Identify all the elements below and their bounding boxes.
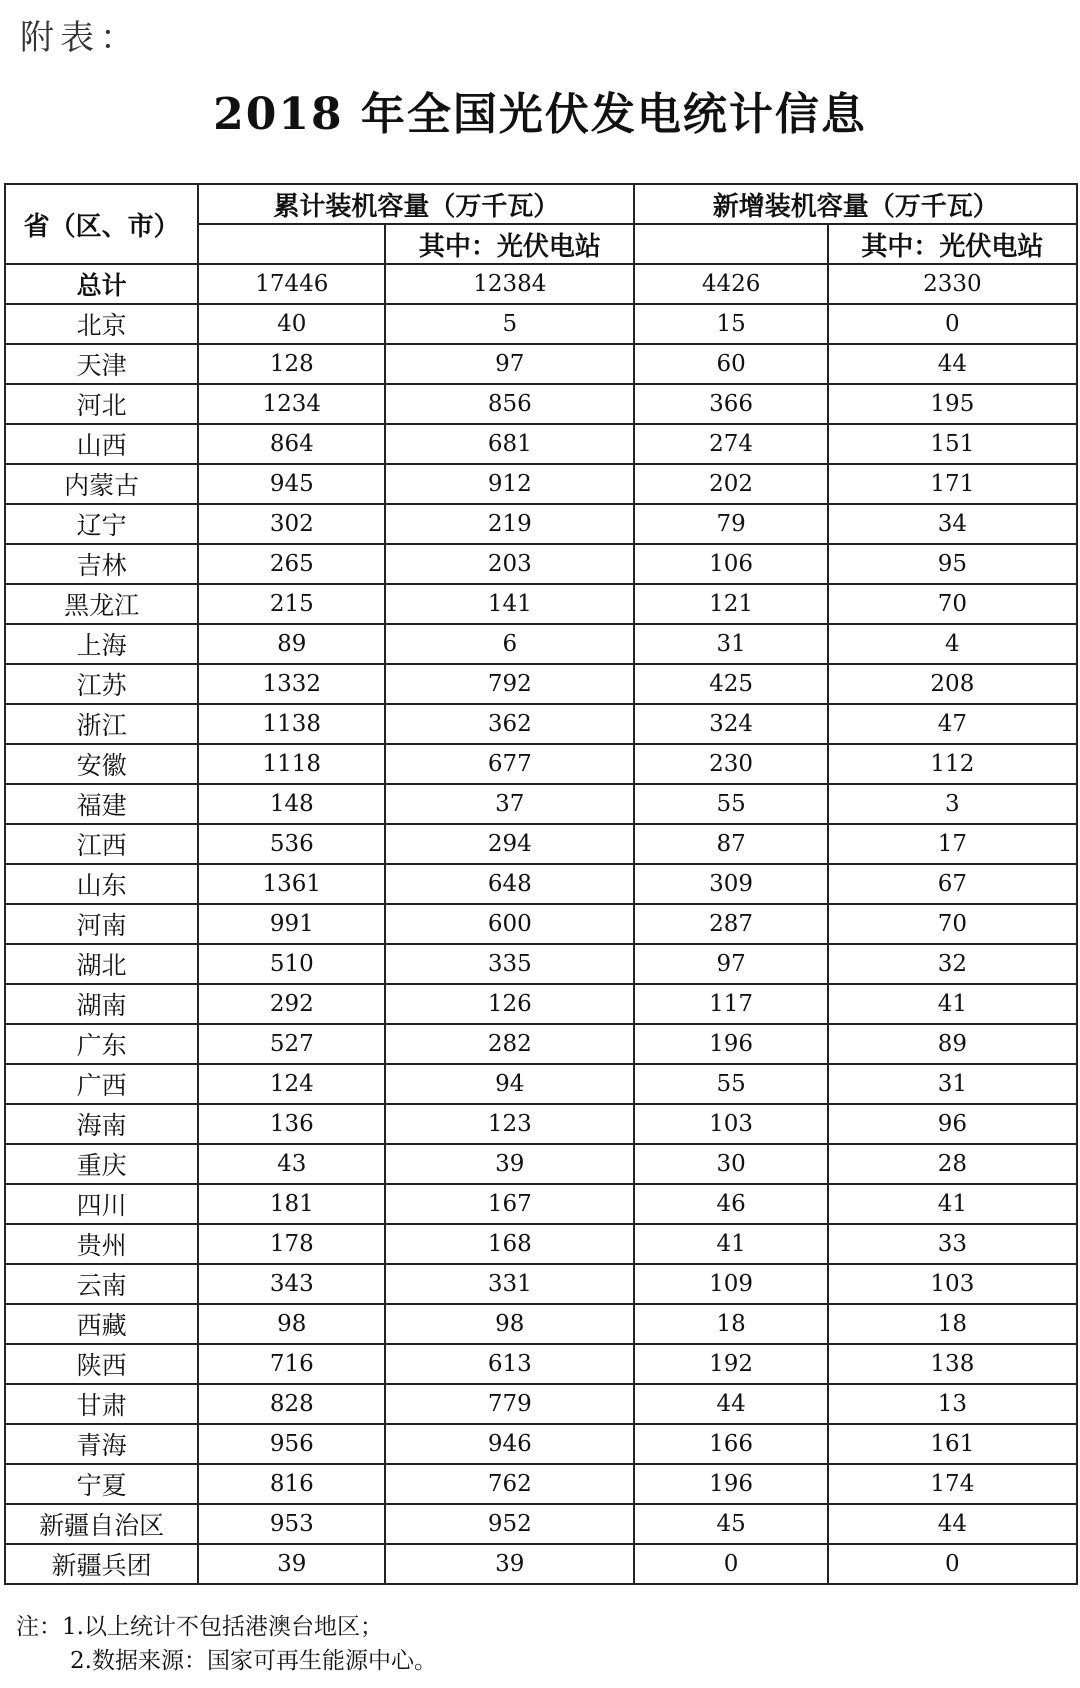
cumulative-pv-station-cell: 126 <box>385 984 634 1024</box>
new-capacity-cell: 30 <box>634 1144 827 1184</box>
table-row <box>5 1224 1077 1264</box>
cumulative-pv-station-cell: 39 <box>385 1144 634 1184</box>
header-region: 省（区、市） <box>5 184 198 264</box>
region-name-cell: 湖南 <box>5 984 198 1024</box>
new-pv-station-cell: 0 <box>828 304 1077 344</box>
new-pv-station-cell: 41 <box>828 984 1077 1024</box>
new-capacity-cell: 18 <box>634 1304 827 1344</box>
pv-statistics-table <box>4 183 1078 1585</box>
region-name-cell: 四川 <box>5 1184 198 1224</box>
new-capacity-cell: 196 <box>634 1464 827 1504</box>
table-row <box>5 544 1077 584</box>
new-capacity-cell: 31 <box>634 624 827 664</box>
region-name-cell: 重庆 <box>5 1144 198 1184</box>
table-row <box>5 1384 1077 1424</box>
cumulative-capacity-cell: 1361 <box>198 864 385 904</box>
new-pv-station-cell: 3 <box>828 784 1077 824</box>
cumulative-capacity-cell: 956 <box>198 1424 385 1464</box>
header-cumulative-pv-station: 其中：光伏电站 <box>385 224 634 264</box>
new-pv-station-cell: 2330 <box>828 264 1077 304</box>
cumulative-pv-station-cell: 168 <box>385 1224 634 1264</box>
new-pv-station-cell: 28 <box>828 1144 1077 1184</box>
table-row <box>5 424 1077 464</box>
new-pv-station-cell: 161 <box>828 1424 1077 1464</box>
new-pv-station-cell: 174 <box>828 1464 1077 1504</box>
cumulative-pv-station-cell: 97 <box>385 344 634 384</box>
cumulative-capacity-cell: 510 <box>198 944 385 984</box>
appendix-label: 附表： <box>20 18 140 58</box>
new-capacity-cell: 97 <box>634 944 827 984</box>
table-row <box>5 1104 1077 1144</box>
region-name-cell: 甘肃 <box>5 1384 198 1424</box>
new-pv-station-cell: 17 <box>828 824 1077 864</box>
cumulative-pv-station-cell: 912 <box>385 464 634 504</box>
new-pv-station-cell: 4 <box>828 624 1077 664</box>
cumulative-capacity-cell: 124 <box>198 1064 385 1104</box>
cumulative-pv-station-cell: 677 <box>385 744 634 784</box>
cumulative-capacity-cell: 265 <box>198 544 385 584</box>
cumulative-pv-station-cell: 5 <box>385 304 634 344</box>
new-capacity-cell: 324 <box>634 704 827 744</box>
table-row <box>5 384 1077 424</box>
cumulative-capacity-cell: 1118 <box>198 744 385 784</box>
cumulative-pv-station-cell: 335 <box>385 944 634 984</box>
region-name-cell: 西藏 <box>5 1304 198 1344</box>
cumulative-pv-station-cell: 331 <box>385 1264 634 1304</box>
table-row <box>5 944 1077 984</box>
new-pv-station-cell: 70 <box>828 904 1077 944</box>
new-pv-station-cell: 44 <box>828 344 1077 384</box>
new-capacity-cell: 274 <box>634 424 827 464</box>
cumulative-capacity-cell: 1332 <box>198 664 385 704</box>
new-pv-station-cell: 89 <box>828 1024 1077 1064</box>
region-name-cell: 陕西 <box>5 1344 198 1384</box>
new-pv-station-cell: 103 <box>828 1264 1077 1304</box>
new-pv-station-cell: 13 <box>828 1384 1077 1424</box>
new-capacity-cell: 287 <box>634 904 827 944</box>
cumulative-capacity-cell: 828 <box>198 1384 385 1424</box>
table-row <box>5 864 1077 904</box>
cumulative-capacity-cell: 716 <box>198 1344 385 1384</box>
table-row <box>5 1464 1077 1504</box>
cumulative-pv-station-cell: 362 <box>385 704 634 744</box>
cumulative-capacity-cell: 343 <box>198 1264 385 1304</box>
table-row <box>5 584 1077 624</box>
new-capacity-cell: 196 <box>634 1024 827 1064</box>
table-row <box>5 784 1077 824</box>
new-pv-station-cell: 32 <box>828 944 1077 984</box>
cumulative-pv-station-cell: 946 <box>385 1424 634 1464</box>
region-name-cell: 宁夏 <box>5 1464 198 1504</box>
cumulative-pv-station-cell: 952 <box>385 1504 634 1544</box>
table-row <box>5 1424 1077 1464</box>
cumulative-pv-station-cell: 123 <box>385 1104 634 1144</box>
cumulative-pv-station-cell: 141 <box>385 584 634 624</box>
new-capacity-cell: 121 <box>634 584 827 624</box>
region-name-cell: 河南 <box>5 904 198 944</box>
new-capacity-cell: 46 <box>634 1184 827 1224</box>
table-row <box>5 704 1077 744</box>
region-name-cell: 总计 <box>5 264 198 304</box>
cumulative-pv-station-cell: 762 <box>385 1464 634 1504</box>
cumulative-capacity-cell: 864 <box>198 424 385 464</box>
table-row <box>5 1024 1077 1064</box>
table-row <box>5 824 1077 864</box>
cumulative-capacity-cell: 39 <box>198 1544 385 1584</box>
new-pv-station-cell: 96 <box>828 1104 1077 1144</box>
region-name-cell: 山西 <box>5 424 198 464</box>
cumulative-pv-station-cell: 600 <box>385 904 634 944</box>
table-row <box>5 344 1077 384</box>
new-pv-station-cell: 41 <box>828 1184 1077 1224</box>
region-name-cell: 辽宁 <box>5 504 198 544</box>
cumulative-pv-station-cell: 94 <box>385 1064 634 1104</box>
new-pv-station-cell: 95 <box>828 544 1077 584</box>
new-pv-station-cell: 151 <box>828 424 1077 464</box>
header-cumulative-capacity: 累计装机容量（万千瓦） <box>198 184 634 224</box>
new-pv-station-cell: 67 <box>828 864 1077 904</box>
cumulative-capacity-cell: 816 <box>198 1464 385 1504</box>
region-name-cell: 新疆自治区 <box>5 1504 198 1544</box>
table-row <box>5 504 1077 544</box>
cumulative-pv-station-cell: 856 <box>385 384 634 424</box>
new-pv-station-cell: 33 <box>828 1224 1077 1264</box>
region-name-cell: 北京 <box>5 304 198 344</box>
new-pv-station-cell: 47 <box>828 704 1077 744</box>
cumulative-capacity-cell: 536 <box>198 824 385 864</box>
table-row <box>5 1344 1077 1384</box>
cumulative-capacity-cell: 128 <box>198 344 385 384</box>
cumulative-pv-station-cell: 203 <box>385 544 634 584</box>
cumulative-pv-station-cell: 648 <box>385 864 634 904</box>
table-row <box>5 744 1077 784</box>
footnote-2: 2.数据来源：国家可再生能源中心。 <box>70 1648 437 1674</box>
table-row <box>5 1504 1077 1544</box>
cumulative-capacity-cell: 1138 <box>198 704 385 744</box>
cumulative-pv-station-cell: 282 <box>385 1024 634 1064</box>
region-name-cell: 内蒙古 <box>5 464 198 504</box>
new-capacity-cell: 192 <box>634 1344 827 1384</box>
header-new-pv-station: 其中：光伏电站 <box>828 224 1077 264</box>
region-name-cell: 青海 <box>5 1424 198 1464</box>
table-row <box>5 1544 1077 1584</box>
table-row <box>5 904 1077 944</box>
cumulative-capacity-cell: 17446 <box>198 264 385 304</box>
region-name-cell: 河北 <box>5 384 198 424</box>
new-capacity-cell: 87 <box>634 824 827 864</box>
cumulative-pv-station-cell: 6 <box>385 624 634 664</box>
cumulative-capacity-cell: 1234 <box>198 384 385 424</box>
cumulative-capacity-cell: 945 <box>198 464 385 504</box>
region-name-cell: 黑龙江 <box>5 584 198 624</box>
new-capacity-cell: 230 <box>634 744 827 784</box>
table-row <box>5 1304 1077 1344</box>
new-capacity-cell: 166 <box>634 1424 827 1464</box>
cumulative-pv-station-cell: 219 <box>385 504 634 544</box>
region-name-cell: 江苏 <box>5 664 198 704</box>
cumulative-capacity-cell: 181 <box>198 1184 385 1224</box>
cumulative-pv-station-cell: 37 <box>385 784 634 824</box>
header-new-total-blank <box>634 224 827 264</box>
new-capacity-cell: 4426 <box>634 264 827 304</box>
new-pv-station-cell: 0 <box>828 1544 1077 1584</box>
new-capacity-cell: 44 <box>634 1384 827 1424</box>
region-name-cell: 安徽 <box>5 744 198 784</box>
new-pv-station-cell: 34 <box>828 504 1077 544</box>
table-row <box>5 304 1077 344</box>
cumulative-capacity-cell: 43 <box>198 1144 385 1184</box>
region-name-cell: 贵州 <box>5 1224 198 1264</box>
region-name-cell: 新疆兵团 <box>5 1544 198 1584</box>
page-title: 2018 年全国光伏发电统计信息 <box>213 89 867 140</box>
table-row <box>5 984 1077 1024</box>
new-pv-station-cell: 208 <box>828 664 1077 704</box>
table-row <box>5 1264 1077 1304</box>
cumulative-pv-station-cell: 779 <box>385 1384 634 1424</box>
cumulative-capacity-cell: 302 <box>198 504 385 544</box>
new-capacity-cell: 60 <box>634 344 827 384</box>
region-name-cell: 山东 <box>5 864 198 904</box>
region-name-cell: 云南 <box>5 1264 198 1304</box>
cumulative-pv-station-cell: 792 <box>385 664 634 704</box>
cumulative-pv-station-cell: 98 <box>385 1304 634 1344</box>
new-capacity-cell: 15 <box>634 304 827 344</box>
new-pv-station-cell: 138 <box>828 1344 1077 1384</box>
header-new-capacity: 新增装机容量（万千瓦） <box>634 184 1077 224</box>
table-row <box>5 1064 1077 1104</box>
cumulative-capacity-cell: 98 <box>198 1304 385 1344</box>
region-name-cell: 湖北 <box>5 944 198 984</box>
new-capacity-cell: 309 <box>634 864 827 904</box>
new-capacity-cell: 117 <box>634 984 827 1024</box>
cumulative-capacity-cell: 40 <box>198 304 385 344</box>
new-capacity-cell: 103 <box>634 1104 827 1144</box>
table-row <box>5 264 1077 304</box>
table-row <box>5 664 1077 704</box>
new-capacity-cell: 79 <box>634 504 827 544</box>
cumulative-capacity-cell: 991 <box>198 904 385 944</box>
table-row <box>5 464 1077 504</box>
cumulative-capacity-cell: 178 <box>198 1224 385 1264</box>
cumulative-pv-station-cell: 39 <box>385 1544 634 1584</box>
new-capacity-cell: 366 <box>634 384 827 424</box>
region-name-cell: 天津 <box>5 344 198 384</box>
new-pv-station-cell: 44 <box>828 1504 1077 1544</box>
new-pv-station-cell: 112 <box>828 744 1077 784</box>
new-capacity-cell: 425 <box>634 664 827 704</box>
new-pv-station-cell: 70 <box>828 584 1077 624</box>
cumulative-pv-station-cell: 167 <box>385 1184 634 1224</box>
table-body <box>5 264 1077 1584</box>
new-capacity-cell: 41 <box>634 1224 827 1264</box>
region-name-cell: 上海 <box>5 624 198 664</box>
header-cumulative-total-blank <box>198 224 385 264</box>
region-name-cell: 海南 <box>5 1104 198 1144</box>
table-row <box>5 1144 1077 1184</box>
region-name-cell: 吉林 <box>5 544 198 584</box>
footnote-1: 注：1.以上统计不包括港澳台地区； <box>16 1614 383 1640</box>
region-name-cell: 浙江 <box>5 704 198 744</box>
new-capacity-cell: 109 <box>634 1264 827 1304</box>
new-pv-station-cell: 171 <box>828 464 1077 504</box>
new-capacity-cell: 202 <box>634 464 827 504</box>
region-name-cell: 江西 <box>5 824 198 864</box>
table-header-row <box>5 184 1077 224</box>
new-pv-station-cell: 31 <box>828 1064 1077 1104</box>
region-name-cell: 广西 <box>5 1064 198 1104</box>
region-name-cell: 广东 <box>5 1024 198 1064</box>
cumulative-capacity-cell: 292 <box>198 984 385 1024</box>
footnotes <box>16 1610 437 1678</box>
cumulative-capacity-cell: 527 <box>198 1024 385 1064</box>
cumulative-pv-station-cell: 681 <box>385 424 634 464</box>
cumulative-capacity-cell: 953 <box>198 1504 385 1544</box>
cumulative-capacity-cell: 148 <box>198 784 385 824</box>
cumulative-capacity-cell: 136 <box>198 1104 385 1144</box>
new-capacity-cell: 55 <box>634 1064 827 1104</box>
cumulative-pv-station-cell: 294 <box>385 824 634 864</box>
new-capacity-cell: 0 <box>634 1544 827 1584</box>
new-capacity-cell: 55 <box>634 784 827 824</box>
table-row <box>5 1184 1077 1224</box>
cumulative-pv-station-cell: 12384 <box>385 264 634 304</box>
new-capacity-cell: 106 <box>634 544 827 584</box>
table-row <box>5 624 1077 664</box>
cumulative-capacity-cell: 215 <box>198 584 385 624</box>
cumulative-pv-station-cell: 613 <box>385 1344 634 1384</box>
new-capacity-cell: 45 <box>634 1504 827 1544</box>
new-pv-station-cell: 195 <box>828 384 1077 424</box>
cumulative-capacity-cell: 89 <box>198 624 385 664</box>
new-pv-station-cell: 18 <box>828 1304 1077 1344</box>
region-name-cell: 福建 <box>5 784 198 824</box>
